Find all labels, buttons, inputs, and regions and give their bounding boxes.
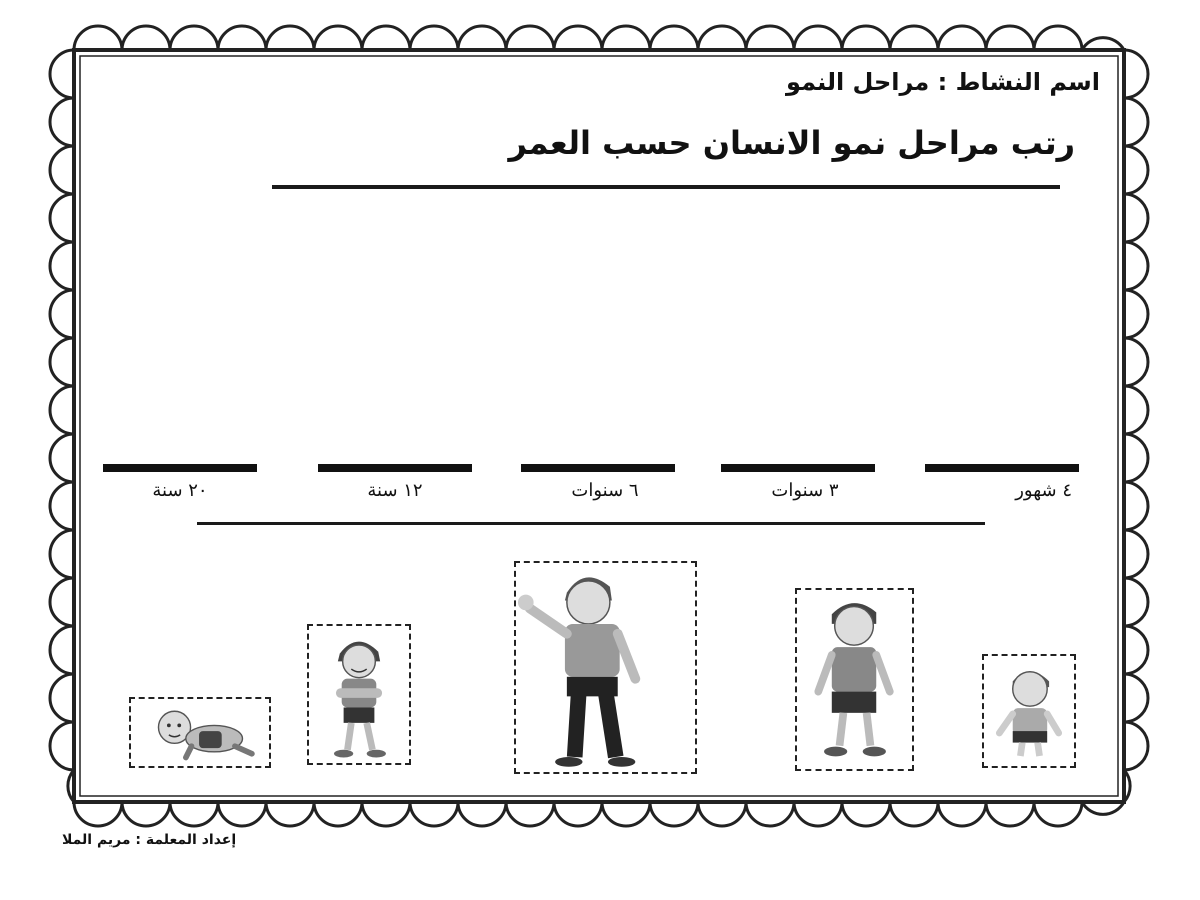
toddler-card[interactable]	[982, 654, 1076, 768]
age-label-4-months: ٤ شهور	[1015, 480, 1072, 501]
adult-man-waving-icon	[516, 563, 695, 772]
answer-slot-2[interactable]	[721, 464, 875, 472]
instruction-heading: رتب مراحل نمو الانسان حسب العمر	[508, 124, 1075, 162]
age-label-6-years: ٦ سنوات	[571, 480, 639, 501]
answer-slot-3[interactable]	[521, 464, 675, 472]
age-label-20-years: ٢٠ سنة	[152, 480, 208, 501]
crawling-baby-icon	[131, 699, 269, 766]
teacher-credit: إعداد المعلمة : مريم الملا	[62, 832, 237, 848]
age-label-12-years: ١٢ سنة	[367, 480, 423, 501]
boy-arms-crossed-icon	[309, 626, 409, 763]
activity-name-heading: اسم النشاط : مراحل النمو	[786, 68, 1100, 96]
answer-slot-1[interactable]	[925, 464, 1079, 472]
answer-slot-5[interactable]	[103, 464, 257, 472]
age-label-3-years: ٣ سنوات	[771, 480, 839, 501]
crawling-baby-card[interactable]	[129, 697, 271, 768]
boy-arms-crossed-card[interactable]	[307, 624, 411, 765]
boy-standing-icon	[797, 590, 912, 769]
answer-slot-4[interactable]	[318, 464, 472, 472]
title-underline	[272, 185, 1060, 189]
section-divider	[197, 522, 985, 525]
toddler-icon	[984, 656, 1074, 766]
boy-standing-card[interactable]	[795, 588, 914, 771]
adult-man-waving-card[interactable]	[514, 561, 697, 774]
